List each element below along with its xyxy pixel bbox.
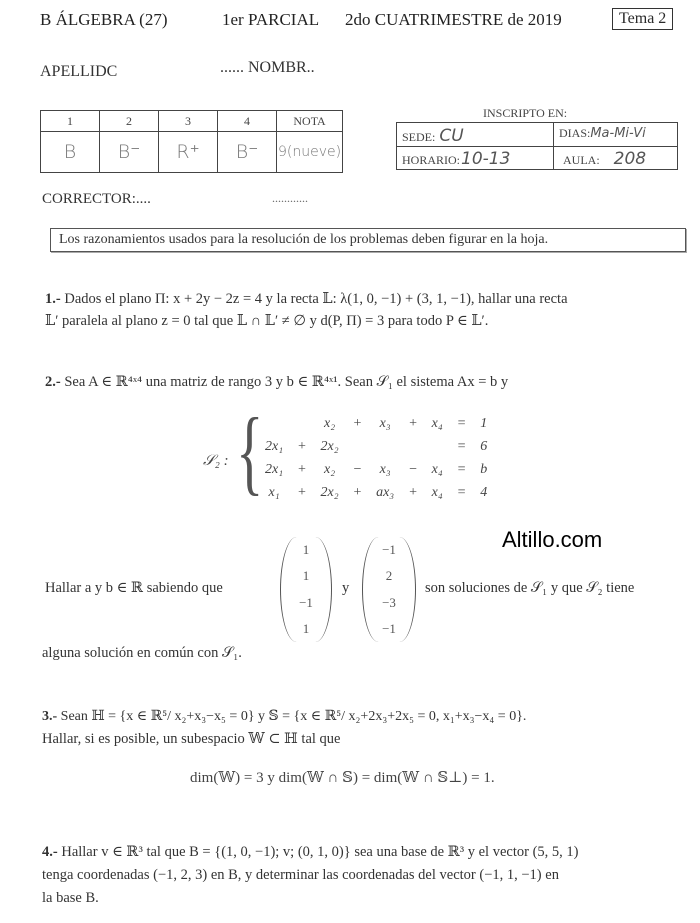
problem-4-line-2: tenga coordenadas (−1, 2, 3) en B, y determinar las coordenadas del vector (−1, 1, −1) en bbox=[42, 867, 559, 883]
aula-value: 208 bbox=[613, 149, 647, 169]
solution-vector-2 bbox=[362, 537, 416, 642]
vector-entry: −1 bbox=[382, 542, 396, 558]
sede-value: CU bbox=[439, 126, 464, 146]
equation-term: = bbox=[456, 484, 467, 500]
problem-number: 1.- bbox=[45, 291, 61, 307]
dias-value: Ma-Mi-Vi bbox=[590, 126, 646, 141]
equation-term: 2x₂ bbox=[320, 484, 339, 500]
equation-term bbox=[401, 435, 424, 458]
equation-term: 6 bbox=[480, 438, 488, 454]
grades-value-row bbox=[41, 132, 343, 173]
problem-3-line-1 bbox=[42, 708, 526, 725]
equation-term: 4 bbox=[480, 484, 488, 500]
corrector-dots: ............ bbox=[272, 191, 308, 205]
grade-header: 4 bbox=[218, 111, 277, 132]
equation-term: − bbox=[352, 461, 363, 477]
vector-entry: −3 bbox=[382, 594, 396, 610]
equation-term: 2x₁ bbox=[265, 438, 284, 454]
dias-field bbox=[559, 126, 646, 141]
equation-term: x₃ bbox=[379, 461, 391, 477]
equation-term: x₄ bbox=[431, 461, 443, 477]
equation-term: x₁ bbox=[268, 484, 280, 500]
equation-term: + bbox=[408, 484, 418, 500]
instructions-notice: Los razonamientos usados para la resolución de los problemas deben figurar en la hoja. bbox=[50, 228, 686, 252]
grade-header: 2 bbox=[100, 111, 159, 132]
grade-value: B⁻ bbox=[218, 132, 277, 173]
vector-entry: 1 bbox=[302, 568, 310, 584]
equation-term: 1 bbox=[480, 415, 488, 431]
course-title: B ÁLGEBRA (27) bbox=[40, 10, 168, 29]
grade-header: 1 bbox=[41, 111, 100, 132]
problem-1-line-2: 𝕃′ paralela al plano z = 0 tal que 𝕃 ∩ 𝕃′ ≠ ∅ y d(P, Π) = 3 para todo P ∈ 𝕃′. bbox=[45, 313, 489, 329]
nombre-label: ...... NOMBR.. bbox=[220, 59, 315, 76]
aula-label: AULA: bbox=[563, 153, 600, 167]
equation-term: b bbox=[480, 461, 488, 477]
problem-number: 4.- bbox=[42, 844, 58, 860]
problem-3-line-2: Hallar, si es posible, un subespacio 𝕎 ⊂ ℍ tal que bbox=[42, 731, 341, 747]
equation-term: 2x₂ bbox=[320, 438, 339, 454]
problem-2-hallar: Hallar a y b ∈ ℝ sabiendo que bbox=[45, 580, 223, 596]
equation-term: ax₃ bbox=[376, 484, 395, 500]
equation-term bbox=[290, 412, 313, 435]
equation-term: + bbox=[297, 484, 307, 500]
equation-term: x₂ bbox=[324, 415, 336, 431]
grade-value: B bbox=[41, 132, 100, 173]
sede-label: SEDE: bbox=[402, 130, 436, 144]
problem-2-son: son soluciones de 𝒮₁ y que 𝒮₂ tiene bbox=[425, 580, 635, 596]
horario-value: 10-13 bbox=[461, 149, 511, 169]
tema-badge: Tema 2 bbox=[612, 8, 673, 30]
exam-title: 1er PARCIAL bbox=[222, 10, 320, 29]
grades-table bbox=[40, 110, 343, 173]
equation-term bbox=[346, 435, 369, 458]
corrector-label: CORRECTOR:.... bbox=[42, 191, 151, 207]
equation-term: = bbox=[456, 415, 467, 431]
problem-3-formula: dim(𝕎) = 3 y dim(𝕎 ∩ 𝕊) = dim(𝕎 ∩ 𝕊⊥) = 1. bbox=[190, 770, 495, 786]
grades-header-row bbox=[41, 111, 343, 132]
grade-value: R⁺ bbox=[159, 132, 218, 173]
equation-term: x₂ bbox=[324, 461, 336, 477]
equation-term: = bbox=[456, 438, 467, 454]
aula-field bbox=[563, 149, 646, 169]
equation-term bbox=[258, 412, 290, 435]
system-brace: { bbox=[236, 398, 264, 504]
equation-row bbox=[258, 412, 494, 435]
equation-term: x₄ bbox=[431, 484, 443, 500]
problem-text: Sea A ∈ ℝ⁴ˣ⁴ una matriz de rango 3 y b ∈ ℝ⁴ˣ¹. Sean 𝒮₁ el sistema Ax = b y bbox=[60, 374, 509, 390]
equation-term: x₃ bbox=[379, 415, 391, 431]
equation-term: + bbox=[408, 415, 418, 431]
vector-entry: −1 bbox=[299, 594, 313, 610]
equation-term: + bbox=[352, 415, 363, 431]
grade-value: 9(nueve) bbox=[277, 132, 343, 173]
watermark: Altillo.com bbox=[502, 527, 603, 552]
problem-text: Hallar v ∈ ℝ³ tal que B = {(1, 0, −1); v; (0, 1, 0)} sea una base de ℝ³ y el vector (5, 5, 1) bbox=[57, 844, 579, 860]
grade-header: NOTA bbox=[277, 111, 343, 132]
solution-vector-1 bbox=[280, 537, 332, 642]
problem-2-last-line: alguna solución en común con 𝒮₁. bbox=[42, 645, 242, 661]
system-label: 𝒮₂ : bbox=[203, 453, 229, 469]
equation-term: + bbox=[352, 484, 363, 500]
problem-text: Sean ℍ = {x ∈ ℝ⁵/ x₂+x₃−x₅ = 0} y 𝕊 = {x ∈ ℝ⁵/ x₂+2x₃+2x₅ = 0, x₁+x₃−x₄ = 0}. bbox=[57, 709, 527, 724]
equation-term: x₄ bbox=[431, 415, 443, 431]
vector-entry: 1 bbox=[302, 620, 310, 636]
horario-label: HORARIO: bbox=[402, 153, 461, 167]
problem-1-line-1 bbox=[45, 291, 568, 308]
term-title: 2do CUATRIMESTRE de 2019 bbox=[345, 10, 562, 29]
inscripto-title: INSCRIPTO EN: bbox=[483, 106, 568, 120]
problem-2-line-1 bbox=[45, 374, 508, 391]
equation-term: + bbox=[297, 438, 307, 454]
sede-field bbox=[402, 126, 464, 146]
problem-text: Dados el plano Π: x + 2y − 2z = 4 y la recta 𝕃: λ(1, 0, −1) + (3, 1, −1), hallar una recta bbox=[60, 291, 568, 307]
problem-4-line-1 bbox=[42, 844, 578, 861]
grade-value: B⁻ bbox=[100, 132, 159, 173]
equation-term bbox=[425, 435, 450, 458]
equation-term bbox=[369, 435, 401, 458]
equation-system bbox=[258, 412, 494, 504]
equation-term: − bbox=[408, 461, 418, 477]
apellido-label: APELLIDC bbox=[40, 63, 118, 80]
vector-entry: 2 bbox=[385, 568, 393, 584]
horario-field bbox=[402, 149, 510, 169]
dias-label: DIAS: bbox=[559, 126, 591, 140]
conjunction: y bbox=[342, 580, 350, 596]
equation-term: + bbox=[297, 461, 307, 477]
problem-4-line-3: la base B. bbox=[42, 890, 99, 906]
equation-row bbox=[258, 481, 494, 504]
problem-number: 3.- bbox=[42, 709, 58, 724]
equation-row bbox=[258, 458, 494, 481]
grade-header: 3 bbox=[159, 111, 218, 132]
vector-entry: 1 bbox=[302, 542, 310, 558]
problem-number: 2.- bbox=[45, 374, 61, 390]
equation-term: = bbox=[456, 461, 467, 477]
equation-row bbox=[258, 435, 494, 458]
equation-term: 2x₁ bbox=[265, 461, 284, 477]
inscripto-box bbox=[396, 122, 678, 170]
vector-entry: −1 bbox=[382, 620, 396, 636]
